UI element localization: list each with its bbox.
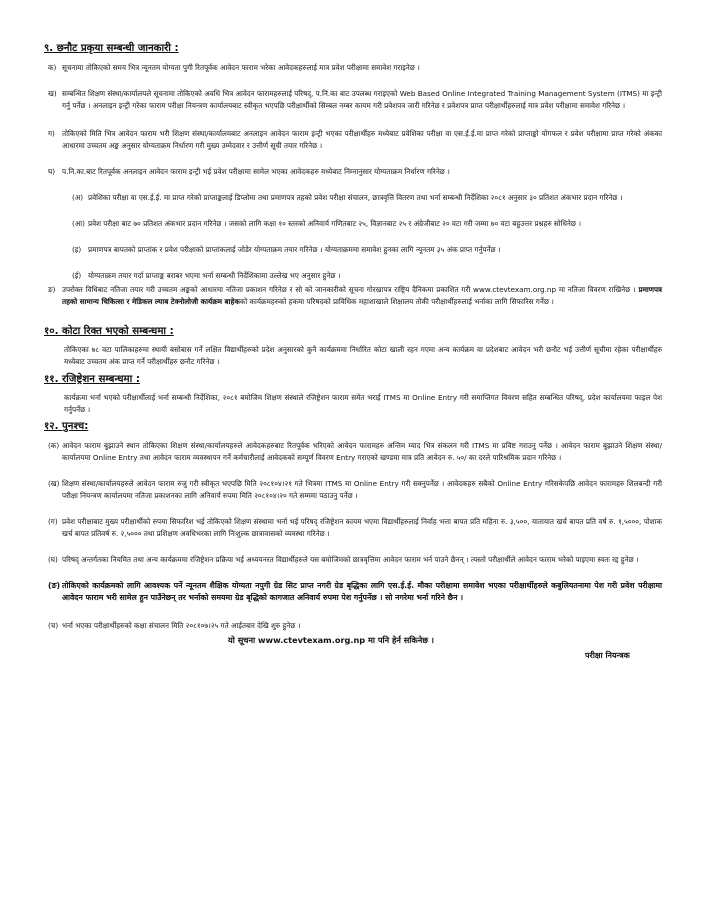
item-label: ङ) <box>48 285 56 294</box>
subitem-text: प्रमाणपत्र बापतको प्राप्तांक र प्रवेश परीक्षाको प्राप्तांकलाई जोडेर योग्यताक्रम तयार गरिनेछ । योग्यताक्रममा समावेश हुनका लागि न्यूनतम ३५ अंक प्राप्त गर्नुपर्नेछ । <box>88 245 501 254</box>
item-text: भर्ना भएका परीक्षार्थीहरुको कक्षा संचालन मिति २०८१०७।२५ गते आईतबार देखि शुरु हुनेछ । <box>62 621 301 630</box>
item-label: (घ) <box>48 555 58 564</box>
item-text: प.नि.का.बाट रितपूर्वक अनलाइन आवेदन फाराम इन्ट्री भई प्रवेश परीक्षामा सामेल भएका आवेदकहरु मध्येबाट निम्नानुसार योग्यताक्रम निर्धारण गरिनेछ । <box>62 167 450 176</box>
section-10-text: तोकिएका ७८ वटा पालिकाहरुमा स्थायी बसोबास गर्ने लक्षित विद्यार्थीहरुको प्रदेश अनुसारको कुनै कार्यक्रममा निर्धारित कोटा खाली रहन गएमा अन्य कार्यक्रम वा प्रदेशबाट आवेदन भरी छनौट भई उत्तीर्ण सूचीमा रहेका परीक्षार्थीहरु मध्येबाट उच्चतम अंक प्राप्त गर्ने परीक्षार्थीहरु छनौट गरिनेछ । <box>64 345 662 366</box>
section-9-item-ga <box>48 128 662 152</box>
item-text-bold: प्रमाणपत्र तहको सामान्य चिकित्सा र मेडिकल ल्याब टेक्नोलोजी कार्यक्रम बाहेक <box>62 285 662 306</box>
item-label: (ग) <box>48 517 58 526</box>
section-12-item-ga <box>48 516 662 540</box>
item-label: (क) <box>48 441 60 450</box>
item-label: (च) <box>48 621 59 630</box>
section-12-item-cha <box>48 620 662 632</box>
website-note: यो सूचना www.ctevtexam.org.np मा पनि हेर्न सकिनेछ । <box>228 635 434 645</box>
section-9-subitem-ii <box>72 270 662 282</box>
item-text: परिषद् अन्तर्गतका नियमित तथा अन्य कार्यक्रममा रजिष्ट्रेशन प्रक्रिया भई अध्ययनरत विद्यार्थीहरुले यस बमोजिमको छात्रवृत्तिमा आवेदन फाराम भर्न पाउने छैनन् । त्यस्तो परीक्षार्थीले आवेदन फाराम भरेको पाइएमा स्वतः रद्द हुनेछ । <box>62 555 639 564</box>
section-10-heading: १०. कोटा रिक्त भएको सम्बन्धमा : <box>44 326 174 337</box>
item-text: सम्बन्धित शिक्षण संस्था/कार्यालयले सूचनामा तोकिएको अवधि भित्र आवेदन फारामहरुलाई परिषद्, प.नि.का बाट उपलब्ध गराइएको Web Based Online Integrated Training Management System (ITMS) मा इन्ट्री गर्नु पर्नेछ । अनलाइन इन्ट्री गरेका फाराम परीक्षा नियन्त्रण कार्यालयबाट स्वीकृत भएपछि परीक्षार्थीको सिम्बल नम्बर कायम गरी प्रवेशपत्र जारी गरिनेछ र प्रवेशपत्र प्राप्त परीक्षार्थीहरुलाई मात्र प्रवेश परीक्षामा समावेश गरिनेछ । <box>62 89 662 110</box>
section-12-item-kha <box>48 478 662 502</box>
item-text: प्रवेश परीक्षाबाट मुख्य परीक्षार्थीको रुपमा सिफारिश भई तोकिएको शिक्षण संस्थामा भर्ना भई परिषद् रजिष्ट्रेशन कायम भएमा विद्यार्थीहरुलाई निर्वाह भत्ता बापत प्रति महिना रु. ३,५००, यातायात खर्च बापत प्रति वर्ष रु. १,५०००, पोशाक खर्च बापत प्रतिवर्ष रु. २,५००० तथा प्रशिक्षण अवधिभरका लागि निःशुल्क छात्रावासको व्यवस्था गरिनेछ । <box>62 517 662 538</box>
subitem-label: (आ) <box>72 219 85 228</box>
section-9-subitem-aa <box>72 218 662 230</box>
item-text: तोकिएको कार्यक्रमको लागि आवश्यक पर्ने न्यूनतम शैक्षिक योग्यता नपुगी ग्रेड सिट प्राप्त नगरी ग्रेड बृद्धिका लागि एस.ई.ई. मौका परीक्षामा समावेश भएका परीक्षार्थीहरुले कबुलियतनामा पेश गरी प्रवेश परीक्षामा आवेदन फाराम भरी सामेल हुन पाउँनेछन् तर भर्नाको समयमा ग्रेड बृद्धिको कागजात अनिवार्य रुपमा पेश गर्नुपर्नेछ । सो नगरेमा भर्ना गरिने छैन । <box>62 581 662 602</box>
signoff-exam-controller: परीक्षा नियन्त्रक <box>585 651 630 660</box>
subitem-text: प्रवेशिका परीक्षा वा एस.ई.ई. मा प्राप्त गरेको प्राप्ताङ्कलाई डिप्लोमा तथा प्रमाणपत्र तहको प्रवेश परीक्षा संचालन, छात्रवृत्ति वितरण तथा भर्ना सम्बन्धी निर्देशिका २०८१ अनुसार ३० प्रतिशत अंकभार प्रदान गरिनेछ । <box>88 193 623 202</box>
item-text: तोकिएको मिति भित्र आवेदन फाराम भरी शिक्षण संस्था/कार्यालयबाट अनलाइन आवेदन फाराम इन्ट्री भएका परीक्षार्थीहरु मध्येबाट प्रवेशिका परीक्षा वा एस.ई.ई.मा प्राप्त गरेको प्राप्ताङ्को योगफल र प्रवेश परीक्षामा प्राप्त गरेको अंकका आधारमा उच्चतम अङ्क अनुसार योग्यताक्रम निर्धारण गरी मुख्य उम्मेदवार र उत्तीर्ण सूची तयार गरिनेछ । <box>62 129 662 150</box>
item-label: ख) <box>48 89 57 98</box>
item-label: घ) <box>48 167 56 176</box>
section-11-heading: ११. रजिष्ट्रेशन सम्बन्धमा : <box>44 374 140 385</box>
section-12-item-nga <box>48 580 662 604</box>
subitem-label: (इ) <box>72 245 82 254</box>
subitem-text: प्रवेश परीक्षा बाट ७० प्रतिशत अंकभार प्रदान गरिनेछ । जसको लागि कक्षा १० स्तरको अनिवार्य गणितबाट २५, विज्ञानबाट २५ र अंग्रेजीबाट २० वटा गरी जम्मा ७० वटा बहुउत्तर प्रश्नहरु सोधिनेछ । <box>88 219 581 228</box>
section-9-item-nga <box>48 284 662 308</box>
item-label: (ङ) <box>48 581 61 590</box>
item-text-post: को कार्यक्रमहरुको हकमा परिषदको प्राविधिक महाशाखाले शिक्षालय तोकी परीक्षार्थीहरुलाई भर्नाका लागि सिफारिस गर्नेछ । <box>239 297 554 306</box>
subitem-text: योग्यताक्रम तयार गर्दा प्राप्ताङ्क बराबर भएमा भर्ना सम्बन्धी निर्देशिकामा उल्लेख भए अनुसार हुनेछ । <box>88 271 341 280</box>
section-12-item-ka <box>48 440 662 464</box>
section-9-item-ka <box>48 62 662 74</box>
item-label: ग) <box>48 129 55 138</box>
subitem-label: (ई) <box>72 271 82 280</box>
section-9-subitem-i <box>72 244 662 256</box>
item-text: सूचनामा तोकिएको समय भित्र न्यूनतम योग्यता पुगी रितपूर्वक आवेदन फाराम भरेका आवेदकहरुलाई मात्र प्रवेश परीक्षामा समावेश गराइनेछ । <box>62 63 420 72</box>
item-label: क) <box>48 63 57 72</box>
item-text: आवेदन फाराम बुझाउने स्थान तोकिएका शिक्षण संस्था/कार्यालयहरुले आवेदकहरुबाट रितपूर्वक भरिएको आवेदन फारामहरु अन्तिम म्याद भित्र संकलन गरी ITMS मा प्रविष्ट गराउनु पर्नेछ । आवेदन फाराम बुझाउने शिक्षण संस्था/कार्यालयमा Online Entry तथा आवेदन फाराम व्यवस्थापन गर्ने कर्मचारीलाई आवेदकको सम्पूर्ण विवरण Entry गराएको खण्डमा मात्र प्रति आवेदन रु. ५०/ का दरले पारिश्रमिक प्रदान गरिनेछ । <box>62 441 662 462</box>
subitem-label: (अ) <box>72 193 84 202</box>
section-11-text: कार्यक्रमा भर्ना भएको परीक्षार्थीलाई भर्ना सम्बन्धी निर्देशिका, २०८१ बमोजिम शिक्षण संस्थाले रजिष्ट्रेशन फाराम समेत भराई ITMS मा Online Entry गरी समाप्तिगत विवरण सहित सम्बन्धित परिषद्, प्रदेश कार्यालयमा फाइल पेश गर्नुपर्नेछ । <box>64 393 662 414</box>
section-9-item-gha <box>48 166 662 178</box>
item-text-pre: उपरोक्त विधिबाट नतिजा तयार गरी उच्चतम अङ्कको आधारमा नतिजा प्रकाशन गरिनेछ र सो को जानकारीको सूचना गोरखापत्र राष्ट्रिय दैनिकमा प्रकाशित गरी www.ctevtexam.org.np मा नतिजा विवरण राखिनेछ । <box>62 285 639 294</box>
section-9-item-kha <box>48 88 662 112</box>
item-text: शिक्षण संस्था/कार्यालयहरुले आवेदन फाराम रुजु गरी स्वीकृत भएपछि मिति २०८१०४।२१ गते भित्रमा ITMS मा Online Entry गरी सक्नुपर्नेछ । आवेदकहरु सबैको Online Entry गरिसकेपछि आवेदन फारामहरु शिलबन्दी गरी परीक्षा नियन्त्रण कार्यालयमा नतिजा प्रकाशनका लागि अनिवार्य रुपमा मिति २०८१०४।२० गते सम्ममा पठाउनु पर्नेछ । <box>62 479 662 500</box>
section-12-item-gha <box>48 554 662 566</box>
section-9-subitem-a <box>72 192 662 204</box>
section-9-heading: ९. छनौट प्रकृया सम्बन्धी जानकारी : <box>44 43 179 54</box>
item-label: (ख) <box>48 479 60 488</box>
section-12-heading: १२. पुनश्च: <box>44 421 89 432</box>
